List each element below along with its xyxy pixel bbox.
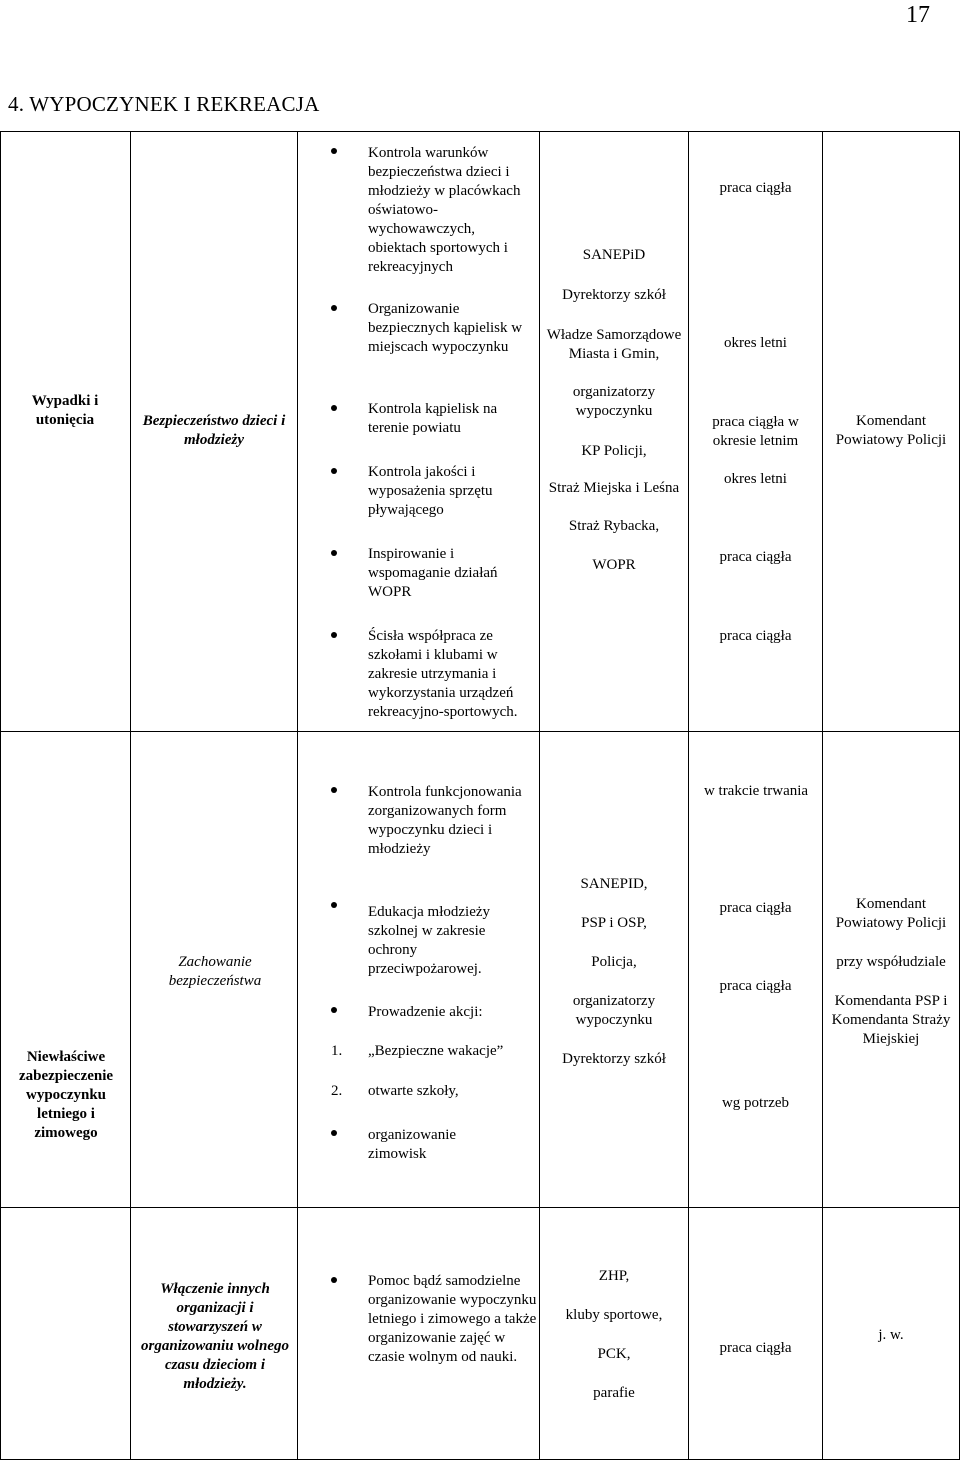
term: w trakcie trwania <box>703 783 809 799</box>
partner: SANEPID, <box>580 876 648 892</box>
partner: Straż Miejska i Leśna <box>548 480 680 496</box>
bullet-icon <box>331 305 337 311</box>
partner: KP Policji, <box>581 443 647 459</box>
partner: Dyrektorzy szkół <box>562 287 666 303</box>
list-number: 1. <box>331 1043 343 1059</box>
term: okres letni <box>724 335 787 351</box>
bullet-icon <box>331 1007 337 1013</box>
partner: ZHP, <box>598 1268 630 1284</box>
task-item: Pomoc bądź samodzielne organizowanie wypoczynku letniego i zimowego a także organizowanie zajęć w czasie wolnym od nauki. <box>368 1273 537 1365</box>
column-divider <box>130 131 131 1460</box>
bullet-icon <box>331 550 337 556</box>
responsible: Komendanta PSP i Komendanta Straży Miejskiej <box>831 993 951 1047</box>
term: praca ciągła w okresie letnim <box>712 414 799 449</box>
partner: organizatorzy wypoczynku <box>572 384 656 419</box>
partner: PSP i OSP, <box>581 915 647 931</box>
partner: Straż Rybacka, <box>568 518 660 534</box>
partner: kluby sportowe, <box>565 1307 663 1323</box>
page-number: 17 <box>906 2 930 28</box>
task-item: Kontrola kąpielisk na terenie powiatu <box>368 401 498 436</box>
partner: PCK, <box>597 1346 631 1362</box>
bullet-icon <box>331 787 337 793</box>
term: wg potrzeb <box>721 1095 790 1111</box>
bullet-icon <box>331 632 337 638</box>
term: okres letni <box>724 471 787 487</box>
table-border-top <box>0 131 960 132</box>
task-item: Kontrola warunków bezpieczeństwa dzieci i młodzieży w placówkach oświatowo-wychowawczych, obiektach sportowych i rekreacyjnych <box>368 145 521 275</box>
task-item: Kontrola funkcjonowania zorganizowanych form wypoczynku dzieci i młodzieży <box>368 784 522 857</box>
partner: Policja, <box>591 954 637 970</box>
numbered-item: otwarte szkoły, <box>368 1083 459 1099</box>
list-number: 2. <box>331 1083 343 1099</box>
term: praca ciągła <box>719 978 792 994</box>
goal: Włączenie innych organizacji i stowarzyszeń w organizowaniu wolnego czasu dzieciom i młodzieży. <box>141 1281 289 1392</box>
task-item: Ścisła współpraca ze szkołami i klubami w zakresie utrzymania i wykorzystania urządzeń rekreacyjno-sportowych. <box>368 628 518 720</box>
row-divider <box>0 1207 960 1208</box>
responsible: j. w. <box>878 1327 904 1343</box>
threat-area: Wypadki i utonięcia <box>31 393 99 428</box>
task-item: Edukacja młodzieży szkolnej w zakresie ochrony przeciwpożarowej. <box>368 904 491 977</box>
column-divider <box>297 131 298 1460</box>
task-item: Prowadzenie akcji: <box>368 1004 483 1020</box>
task-item: Inspirowanie i wspomaganie działań WOPR <box>368 546 498 600</box>
responsible: Komendant Powiatowy Policji <box>835 896 947 931</box>
partner: Władze Samorządowe Miasta i Gmin, <box>546 327 682 362</box>
row-divider <box>0 731 960 732</box>
task-item: Kontrola jakości i wyposażenia sprzętu pływającego <box>368 464 493 518</box>
responsible: przy współudziale <box>836 954 946 970</box>
numbered-item: „Bezpieczne wakacje” <box>368 1043 504 1059</box>
bullet-icon <box>331 1277 337 1283</box>
responsible: Komendant Powiatowy Policji <box>835 413 947 448</box>
bullet-icon <box>331 902 337 908</box>
term: praca ciągła <box>719 549 792 565</box>
term: praca ciągła <box>719 1340 792 1356</box>
bullet-icon <box>331 468 337 474</box>
task-item: Organizowanie bezpiecznych kąpielisk w miejscach wypoczynku <box>368 301 523 355</box>
bullet-icon <box>331 148 337 154</box>
partner: parafie <box>593 1385 635 1401</box>
bullet-icon <box>331 405 337 411</box>
term: praca ciągła <box>719 628 792 644</box>
partner: organizatorzy wypoczynku <box>572 993 656 1028</box>
task-item: organizowanie zimowisk <box>368 1127 457 1162</box>
partner: SANEPiD <box>582 247 646 263</box>
partner: WOPR <box>592 557 636 573</box>
section-heading: 4. WYPOCZYNEK I REKREACJA <box>8 92 320 116</box>
bullet-icon <box>331 1130 337 1136</box>
threat-area: Niewłaściwe zabezpieczenie wypoczynku letniego i zimowego <box>18 1049 114 1141</box>
table-border-bottom <box>0 1459 960 1460</box>
term: praca ciągła <box>719 180 792 196</box>
goal: Zachowanie bezpieczeństwa <box>168 954 262 989</box>
table-border-left <box>0 131 1 1460</box>
partner: Dyrektorzy szkół <box>562 1051 666 1067</box>
term: praca ciągła <box>719 900 792 916</box>
goal: Bezpieczeństwo dzieci i młodzieży <box>142 413 286 448</box>
